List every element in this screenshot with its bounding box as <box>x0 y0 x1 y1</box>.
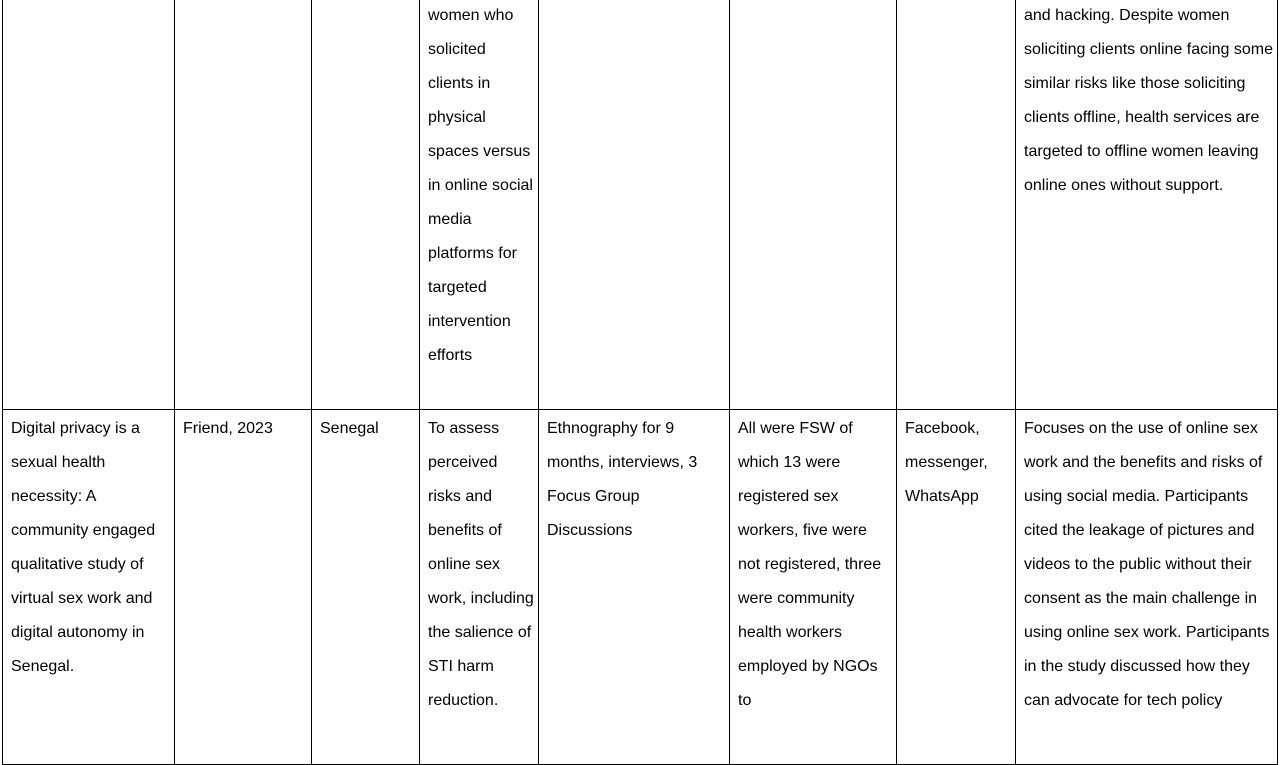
findings-text: Focuses on the use of online sex work and the benefits and risks of using social media. Participants cited the leakage of pictures and videos to the public without their consent as the main challenge in using online sex work. Participants in the study discussed how they can advocate for tech policy <box>1024 420 1270 709</box>
population-text: All were FSW of which 13 were registered sex workers, five were not registered, three were community health workers employed by NGOs to <box>738 420 882 709</box>
title-cell <box>3 410 175 765</box>
author-year-text: Friend, 2023 <box>183 420 273 437</box>
platforms-cell <box>897 410 1016 765</box>
author-year-cell <box>175 410 312 765</box>
author-year-cell <box>175 0 312 410</box>
table-row <box>3 410 1278 765</box>
objective-cell <box>420 0 539 410</box>
table-row <box>3 0 1278 410</box>
findings-cell <box>1016 0 1278 410</box>
country-cell <box>312 0 420 410</box>
methods-cell <box>539 410 730 765</box>
country-cell <box>312 410 420 765</box>
population-cell <box>730 0 897 410</box>
objective-text: To assess perceived risks and benefits of online sex work, including the salience of STI harm reduction. <box>428 420 534 709</box>
title-text: Digital privacy is a sexual health necessity: A community engaged qualitative study of virtual sex work and digital autonomy in Senegal. <box>11 420 156 675</box>
findings-text: and hacking. Despite women soliciting clients online facing some similar risks like those soliciting clients offline, health services are targeted to offline women leaving online ones without support. <box>1024 7 1274 194</box>
platforms-text: Facebook, messenger, WhatsApp <box>905 420 988 505</box>
population-cell <box>730 410 897 765</box>
title-cell <box>3 0 175 410</box>
platforms-cell <box>897 0 1016 410</box>
objective-cell <box>420 410 539 765</box>
studies-table <box>2 0 1278 765</box>
methods-text: Ethnography for 9 months, interviews, 3 Focus Group Discussions <box>547 420 698 539</box>
methods-cell <box>539 0 730 410</box>
objective-text: women who solicited clients in physical spaces versus in online social media platforms for targeted intervention efforts <box>428 7 533 364</box>
country-text: Senegal <box>320 420 379 437</box>
findings-cell <box>1016 410 1278 765</box>
